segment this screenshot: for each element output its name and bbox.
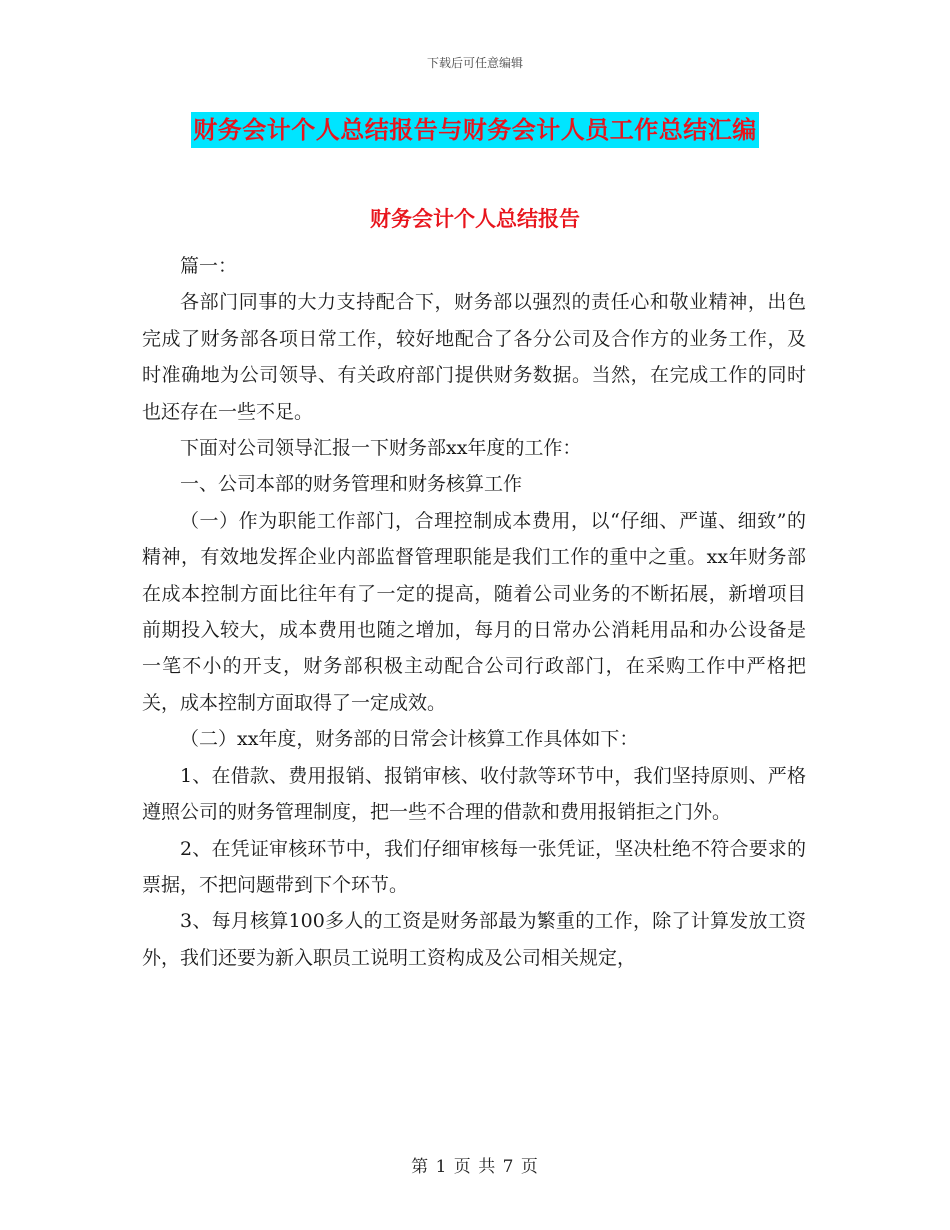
header-note: 下载后可任意编辑 <box>426 56 523 70</box>
paragraph-report-lead: 下面对公司领导汇报一下财务部xx年度的工作： <box>180 437 582 460</box>
paragraph-item-1: 1、在借款、费用报销、报销审核、收付款等环节中，我们坚持原则、严格遵照公司的财务管理制度，把一些不合理的借款和费用报销拒之门外。 <box>142 764 806 824</box>
paragraph-accounting-heading: （二）xx年度，财务部的日常会计核算工作具体如下： <box>180 728 639 751</box>
paragraph-intro: 各部门同事的大力支持配合下，财务部以强烈的责任心和敬业精神，出色完成了财务部各项日常工作，较好地配合了各分公司及合作方的业务工作，及时准确地为公司领导、有关政府部门提供财务数据。当然，在完成工作的同时也还存在一些不足。 <box>142 291 806 423</box>
paragraph-item-3: 3、每月核算100多人的工资是财务部最为繁重的工作，除了计算发放工资外，我们还要为新入职员工说明工资构成及公司相关规定， <box>142 910 806 969</box>
sub-title: 财务会计个人总结报告 <box>370 206 580 231</box>
paragraph-item-2: 2、在凭证审核环节中，我们仔细审核每一张凭证，坚决杜绝不符合要求的票据，不把问题带到下个环节。 <box>142 837 806 896</box>
paragraph-heading-1: 一、公司本部的财务管理和财务核算工作 <box>180 473 523 496</box>
paragraph-cost-control: （一）作为职能工作部门，合理控制成本费用，以“仔细、严谨、细致”的精神，有效地发挥企业内部监督管理职能是我们工作的重中之重。xx年财务部在成本控制方面比往年有了一定的提高，随着公司业务的不断拓展，新增项目前期投入较大，成本费用也随之增加，每月的日常办公消耗用品和办公设备是一笔不小的开支，财务部积极主动配合公司行政部门，在采购工作中严格把关，成本控制方面取得了一定成效。 <box>142 509 806 714</box>
page-number-footer: 第 1 页 共 7 页 <box>411 1157 539 1177</box>
paragraph-section-label: 篇一： <box>180 255 238 277</box>
main-title: 财务会计个人总结报告与财务会计人员工作总结汇编 <box>191 112 759 148</box>
body-content <box>142 248 806 976</box>
main-title-container <box>0 112 950 148</box>
